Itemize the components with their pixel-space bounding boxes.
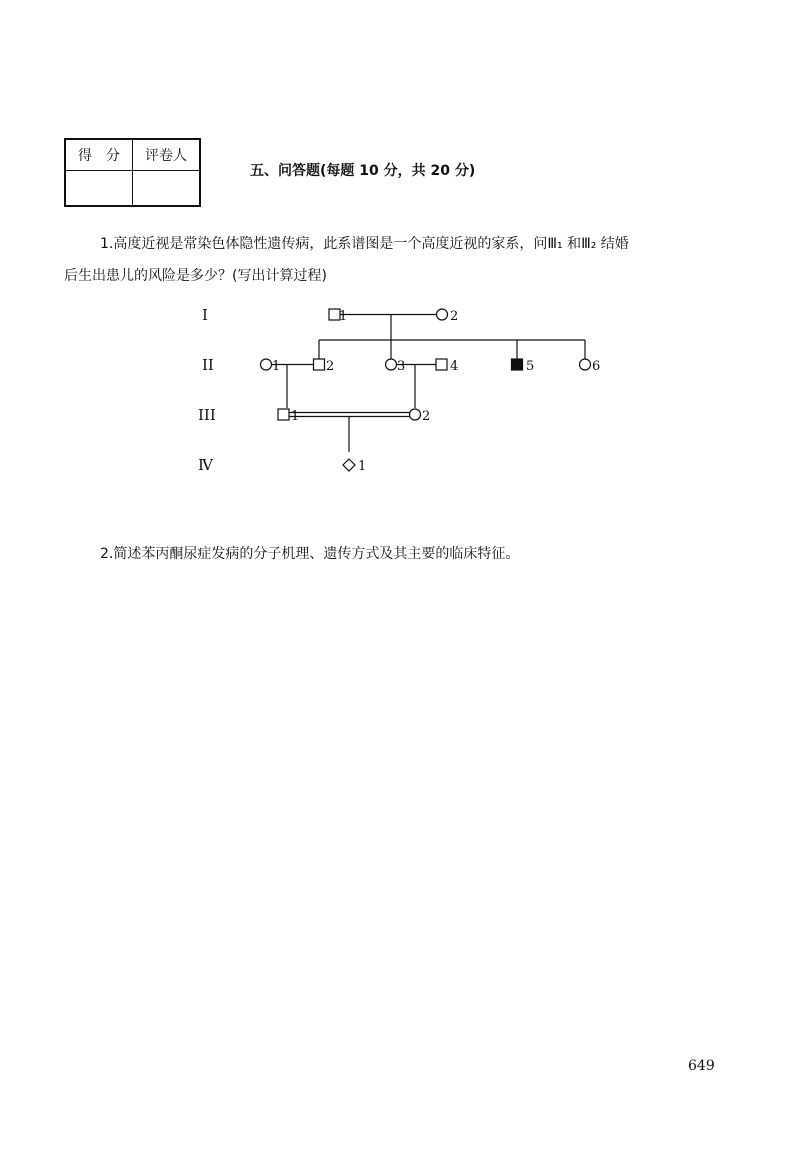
- gen2-male-2: [314, 359, 325, 370]
- gen3-female-2: [410, 409, 421, 420]
- generation-label-3: III: [198, 406, 216, 424]
- gen2-label-2: 2: [326, 359, 335, 374]
- gen2-label-6: 6: [592, 359, 601, 374]
- gen3-male-1: [278, 409, 289, 420]
- question-1-line-1: 1.高度近视是常染色体隐性遗传病，此系谱图是一个高度近视的家系，问Ⅲ₁ 和Ⅲ₂ 结婚: [100, 236, 629, 252]
- gen4-unknown-sex-1: [343, 459, 355, 471]
- gen1-female-2: [437, 309, 448, 320]
- gen2-female-3: [386, 359, 397, 370]
- generation-label-4: Ⅳ: [198, 456, 213, 474]
- generation-label-2: II: [202, 356, 214, 374]
- grader-label: 评卷人: [133, 139, 201, 171]
- gen3-label-2: 2: [422, 409, 431, 424]
- gen1-label-2: 2: [450, 309, 459, 324]
- gen4-label-1: 1: [358, 459, 367, 474]
- gen2-label-4: 4: [450, 359, 459, 374]
- gen2-affected-male-5: [512, 359, 523, 370]
- gen2-label-3: 3: [397, 359, 406, 374]
- page-number: 649: [688, 1058, 715, 1074]
- question-1-line-2: 后生出患儿的风险是多少？(写出计算过程): [64, 268, 327, 284]
- gen2-label-1: 1: [272, 359, 281, 374]
- gen2-label-5: 5: [526, 359, 535, 374]
- gen2-male-4: [436, 359, 447, 370]
- question-2: 2.简述苯丙酮尿症发病的分子机理、遗传方式及其主要的临床特征。: [100, 546, 520, 562]
- gen2-female-1: [261, 359, 272, 370]
- gen2-female-6: [580, 359, 591, 370]
- generation-label-1: I: [202, 306, 208, 324]
- gen1-label-1: 1: [339, 309, 348, 324]
- gen3-label-1: 1: [291, 409, 300, 424]
- score-label: 得 分: [65, 139, 133, 171]
- section-title: 五、问答题(每题 10 分，共 20 分): [250, 163, 476, 179]
